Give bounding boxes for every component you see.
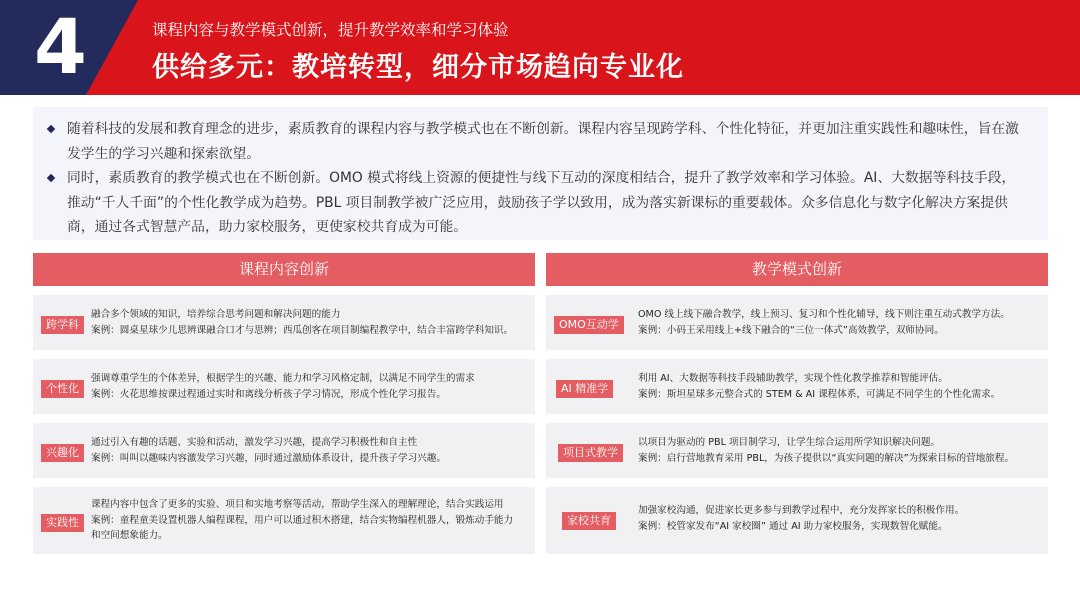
category-tag: 实践性 <box>41 514 84 532</box>
teaching-mode-column <box>546 253 1048 554</box>
innovation-card <box>33 487 535 554</box>
innovation-card <box>33 423 535 478</box>
diamond-bullet-icon <box>47 125 55 133</box>
page-subtitle: 课程内容与教学模式创新，提升教学效率和学习体验 <box>152 21 509 39</box>
header-banner <box>0 0 1080 95</box>
innovation-card <box>33 295 535 350</box>
innovation-card <box>546 487 1048 554</box>
column-heading: 教学模式创新 <box>546 253 1048 286</box>
category-tag: 家校共育 <box>562 512 616 530</box>
intro-box <box>33 107 1048 240</box>
innovation-card <box>546 359 1048 414</box>
diamond-bullet-icon <box>47 174 55 182</box>
section-number: 4 <box>34 2 87 91</box>
card-description: 以项目为驱动的 PBL 项目制学习，让学生综合运用所学知识解决问题。 案例：启行营地教育采用 PBL，为孩子提供以“真实问题的解决”为探索目标的营地旅程。 <box>638 437 1015 464</box>
card-description: 融合多个领域的知识，培养综合思考问题和解决问题的能力 案例：圆桌星球少儿思辨课融合口才与思辨；西瓜创客在项目制编程教学中，结合丰富跨学科知识。 <box>91 309 514 336</box>
page-title: 供给多元：教培转型，细分市场趋向专业化 <box>152 52 684 83</box>
course-content-column <box>33 253 535 554</box>
innovation-card <box>546 423 1048 478</box>
category-tag: AI 精准学 <box>556 380 613 398</box>
category-tag: 项目式教学 <box>558 444 623 462</box>
card-description: 课程内容中包含了更多的实验、项目和实地考察等活动，帮助学生深入的理解理论，结合实践运用 案例：童程童美设置机器人编程课程，用户可以通过积木搭建，结合实物编程机器人，锻炼动手能力 和空间想象能力。 <box>91 499 514 541</box>
category-tag: 兴趣化 <box>41 444 84 462</box>
card-description: 强调尊重学生的个体差异，根据学生的兴趣、能力和学习风格定制，以满足不同学生的需求 案例：火花思维按课过程通过实时和离线分析孩子学习情况，形成个性化学习报告。 <box>91 373 475 400</box>
card-description: 加强家校沟通，促进家长更多参与到教学过程中，充分发挥家长的积极作用。 案例：校管家发布“AI 家校圈” 通过 AI 助力家校服务，实现数智化赋能。 <box>638 505 965 532</box>
category-tag: 个性化 <box>41 380 84 398</box>
card-description: OMO 线上线下融合教学，线上预习、复习和个性化辅导，线下则注重互动式教学方法。 案例：小码王采用线上+线下融合的“三位一体式”高效教学，双师协同。 <box>638 309 1010 336</box>
card-description: 通过引入有趣的话题、实验和活动，激发学习兴趣，提高学习积极性和自主性 案例：叫叫以趣味内容激发学习兴趣，同时通过激励体系设计，提升孩子学习兴趣。 <box>91 437 446 464</box>
intro-bullet: 同时，素质教育的教学模式也在不断创新。OMO 模式将线上资源的便捷性与线下互动的深度相结合，提升了教学效率和学习体验。AI、大数据等科技手段，推动“千人千面”的个性化教学成为趋势。PBL 项目制教学被广泛应用，鼓励孩子学以致用，成为落实新课标的重要载体。众多信息化与数字化解决方案提供商，通过各式智慧产品，助力家校服务，更使家校共育成为可能。 <box>67 166 1028 240</box>
innovation-card <box>546 295 1048 350</box>
category-tag: 跨学科 <box>41 316 84 334</box>
innovation-card <box>33 359 535 414</box>
category-tag: OMO互动学 <box>554 316 624 334</box>
card-description: 利用 AI、大数据等科技手段辅助教学，实现个性化教学推荐和智能评估。 案例：斯坦星球多元整合式的 STEM & AI 课程体系，可满足不同学生的个性化需求。 <box>638 373 1001 400</box>
intro-bullet: 随着科技的发展和教育理念的进步，素质教育的课程内容与教学模式也在不断创新。课程内容呈现跨学科、个性化特征，并更加注重实践性和趣味性，旨在激发学生的学习兴趣和探索欲望。 <box>67 117 1028 166</box>
column-heading: 课程内容创新 <box>33 253 535 286</box>
header-number-slant <box>86 0 138 95</box>
